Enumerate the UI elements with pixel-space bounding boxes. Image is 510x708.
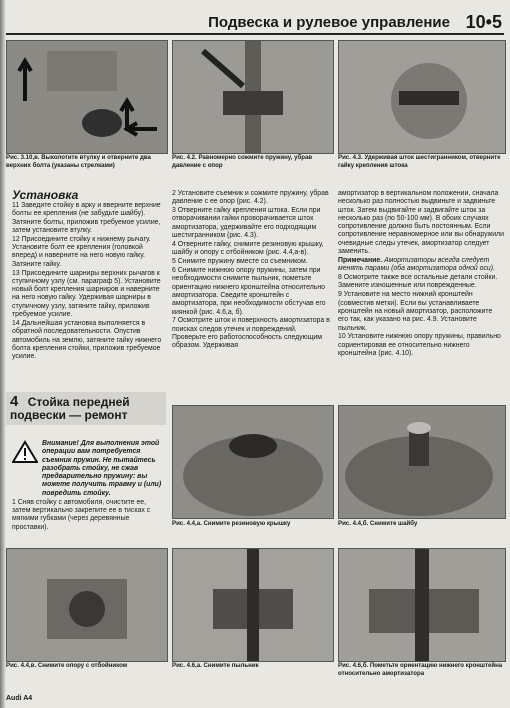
- install-heading: Установка: [12, 188, 79, 202]
- photo-fig-4-5a-drawing: [7, 549, 167, 661]
- step-paragraph: 9 Установите на место нижний кронштейн (совместив метки). Если вы устанавливаете кронштейн на новый амортизатор, расположите его так, как указано на рис. 4.9. Установите пыльник.: [338, 291, 493, 332]
- step-paragraph: 3 Отверните гайку крепления штока. Если при отворачивании гайки проворачивается шток амортизатора, удерживайте его подходящим шестигранником (рис. 4.3).: [172, 207, 321, 240]
- photo-fig-4-4b-drawing: [339, 406, 505, 518]
- step-paragraph: 6 Снимите нижнюю опору пружины, затем при необходимости снимите пыльник, пометьте ориентацию нижнего кронштейна относительно амортизатора. Сведите кронштейн с амортизатора, при необходимости обстучав его киянкой (рис. 4.6,а, б).: [172, 267, 326, 316]
- step-paragraph: 10 Установите нижнюю опору пружины, правильно сориентировав ее относительно нижнего кронштейна (рис. 4.10).: [338, 333, 501, 358]
- photo-fig-4-6a-drawing: [173, 549, 333, 661]
- install-text: [12, 202, 162, 362]
- strut-section-number: 4: [10, 393, 19, 410]
- photo-fig-4-6a: [172, 548, 334, 662]
- photo-fig-4-2-drawing: [173, 41, 333, 153]
- photo-fig-4-6b-drawing: [339, 549, 505, 661]
- caption-fig-4-6a: Рис. 4.6,а. Снимите пыльник: [172, 662, 259, 669]
- step-paragraph: 2 Установите съемник и сожмите пружину, убрав давление с ее опор (рис. 4.2).: [172, 190, 329, 206]
- section-title: Подвеска и рулевое управление: [208, 14, 450, 31]
- caption-fig-4-2: Рис. 4.2. Равномерно сожмите пружину, убрав давление с опор: [172, 154, 313, 169]
- right-column: [338, 190, 504, 359]
- photo-fig-4-3: [338, 40, 506, 154]
- photo-fig-4-4a-drawing: [173, 406, 333, 518]
- caption-fig-4-3: Рис. 4.3. Удерживая шток шестигранником, отверните гайку крепления штока: [338, 154, 501, 169]
- strut-paragraph: 1 Сняв стойку с автомобиля, очистите ее, затем вертикально закрепите ее в тисках с мягкими губками (через деревянные проставки).: [12, 498, 151, 531]
- strut-text: [12, 440, 164, 532]
- note-label: Примечание.: [338, 256, 383, 264]
- install-paragraph: 12 Присоедините стойку к нижнему рычагу. Установите болт ее крепления (головкой вперед) и наверните на него новую гайку. Затяните гайку.: [12, 235, 151, 268]
- photo-fig-4-4b: [338, 405, 506, 519]
- strut-section-heading: [6, 392, 166, 425]
- note-text: Амортизаторы всегда следует менять парами (оба амортизатора одной оси).: [338, 256, 495, 273]
- caption-fig-4-6b: Рис. 4.6,б. Пометьте ориентацию нижнего кронштейна относительно амортизатора: [338, 662, 503, 677]
- caption-fig-4-5a: Рис. 4.4,в. Снимите опору с отбойником: [6, 662, 128, 669]
- photo-fig-4-4a: [172, 405, 334, 519]
- note-paragraph: [338, 257, 504, 274]
- photo-fig-4-6b: [338, 548, 506, 662]
- footer-text: Audi A4: [6, 695, 33, 702]
- install-paragraph: 11 Заведите стойку в арку и вверните верхние болты ее крепления (не забудьте шайбу). Затяните болты, приложив требуемое усилие, затем установите втулку.: [12, 202, 161, 234]
- caption-fig-4-4b: Рис. 4.4,б. Снимите шайбу: [338, 520, 418, 527]
- step-paragraph: амортизатор в вертикальном положении, сначала несколько раз полностью выдвиньте и задвиньте шток. Затем выдвигайте и задвигайте шток за несколько раз (по 50-100 мм). В обоих случаях сопротивление должно быть постоянным. Если сопротивление неравномерное или вы обнаружили очевидные следы утечек, амортизатор следует заменить.: [338, 190, 504, 256]
- step-paragraph: 7 Осмотрите шток и поверхность амортизатора в поисках следов утечек и повреждений. Проверьте его работоспособность следующим образом. Удерживая: [172, 317, 330, 350]
- strut-section-title: Стойка передней подвески — ремонт: [10, 395, 130, 422]
- step-paragraph: 5 Снимите пружину вместе со съемником.: [172, 258, 308, 266]
- install-paragraph: 13 Присоедините шарниры верхних рычагов к ступичному узлу (см. параграф 5). Установите новый болт крепления шарниров и наверните на него новую гайку. Удерживая шарниры в ступичному узлу, затяните гайку, приложив требуемое усилие.: [12, 269, 161, 319]
- photo-fig-3-10b-drawing: [7, 41, 167, 153]
- caption-fig-3-10b: Рис. 3.10,в. Выколотите втулку и отверните два верхних болта (указаны стрелками): [6, 154, 151, 169]
- middle-column: [172, 190, 332, 351]
- photo-fig-4-2: [172, 40, 334, 154]
- step-paragraph: 4 Отверните гайку, снимите резиновую крышку, шайбу и опору с отбойником (рис. 4.4,а-в).: [172, 240, 324, 257]
- caption-fig-4-4a: Рис. 4.4,а. Снимите резиновую крышку: [172, 520, 291, 527]
- photo-fig-4-3-drawing: [339, 41, 505, 153]
- warning-text: Внимание! Для выполнения этой операции вам потребуется съемник пружин. Не пытайтесь разобрать стойку, не сжав предварительно пружину: вы можете получить травму и (или) повредить стойку.: [42, 440, 162, 497]
- photo-fig-3-10b: [6, 40, 168, 154]
- install-paragraph: 14 Дальнейшая установка выполняется в обратной последовательности. Опустив автомобиль на землю, затяните гайку нижнего болта крепления стойки, приложив требуемое усилие.: [12, 319, 162, 361]
- step-paragraph: 8 Осмотрите также все остальные детали стойки. Замените изношенные или поврежденные.: [338, 274, 498, 290]
- header-rule: [6, 33, 504, 35]
- photo-fig-4-5a: [6, 548, 168, 662]
- page-number: 10•5: [465, 12, 502, 32]
